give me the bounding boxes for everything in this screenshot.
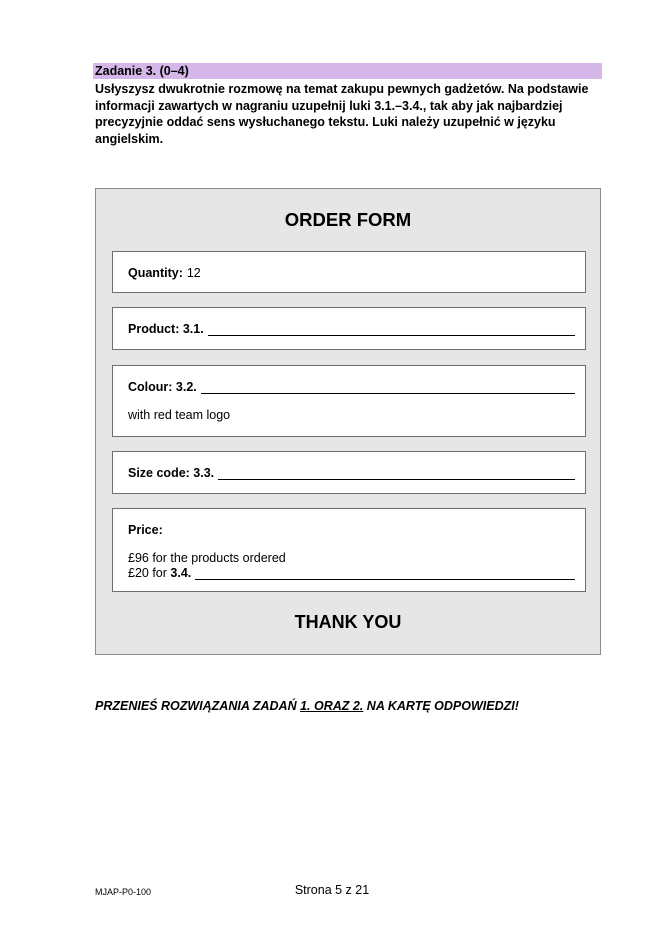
product-label: Product: 3.1.	[128, 322, 204, 336]
page-number: Strona 5 z 21	[294, 883, 370, 897]
quantity-label: Quantity:	[128, 266, 183, 280]
thank-you: THANK YOU	[294, 612, 402, 632]
transfer-instruction	[95, 699, 519, 713]
quantity-field	[112, 251, 586, 293]
transfer-task-numbers: 1. ORAZ 2.	[300, 699, 364, 713]
price-label: Price:	[128, 523, 163, 537]
colour-note: with red team logo	[128, 408, 231, 422]
exam-code: MJAP-P0-100	[95, 887, 152, 897]
price-gap-label: 3.4.	[170, 566, 192, 580]
form-title: ORDER FORM	[284, 209, 412, 230]
price-answer-blank[interactable]	[195, 566, 575, 580]
colour-answer-blank[interactable]	[201, 380, 575, 394]
transfer-text-start: PRZENIEŚ ROZWIĄZANIA ZADAŃ	[95, 699, 301, 713]
size-answer-blank[interactable]	[218, 466, 575, 480]
size-label: Size code: 3.3.	[128, 466, 215, 480]
transfer-text-end: NA KARTĘ ODPOWIEDZI!	[363, 699, 519, 713]
task-header: Zadanie 3. (0–4)	[93, 63, 602, 79]
price-line-products: £96 for the products ordered	[128, 551, 286, 565]
price-field	[112, 508, 586, 592]
colour-field	[112, 365, 586, 437]
quantity-value: 12	[186, 266, 201, 280]
size-field	[112, 451, 586, 494]
task-instructions: Usłyszysz dwukrotnie rozmowę na temat zakupu pewnych gadżetów. Na podstawie informacji zawartych w nagraniu uzupełnij luki 3.1.–3.4., tak aby jak najbardziej precyzyjnie oddać sens wysłuchanego tekstu. Luki należy uzupełnić w języku angielskim.	[95, 82, 589, 146]
product-answer-blank[interactable]	[208, 322, 575, 336]
price-line-prefix: £20 for	[128, 566, 171, 580]
product-field	[112, 307, 586, 350]
colour-label: Colour: 3.2.	[128, 380, 197, 394]
order-form	[95, 188, 601, 655]
